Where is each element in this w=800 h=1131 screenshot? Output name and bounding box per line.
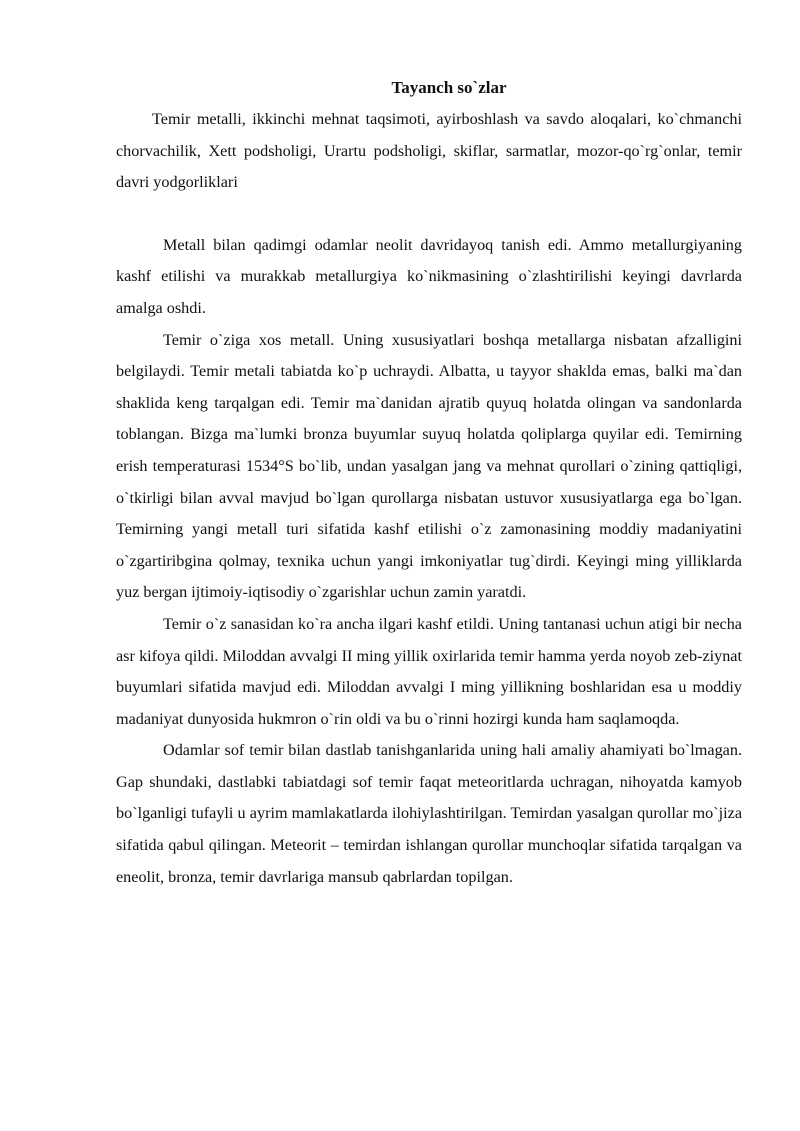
keywords-paragraph: Temir metalli, ikkinchi mehnat taqsimoti, ayirboshlash va savdo aloqalari, ko`chmanchi chorvachilik, Xett podsholigi, Urartu podsholigi, skiflar, sarmatlar, mozor-qo`rg`onlar, temir davri yodgorliklari bbox=[116, 110, 742, 192]
body-paragraph-4: Odamlar sof temir bilan dastlab tanishganlarida uning hali amaliy ahamiyati bo`lmagan. Gap shundaki, dastlabki tabiatdagi sof temir faqat meteoritlarda uchragan, nihoyatda kamyob bo`lganligi tufayli u ayrim mamlakatlarda ilohiylashtirilgan. Temirdan yasalgan qurollar mo`jiza sifatida qabul qilingan. Meteorit – temirdan ishlangan qurollar munchoqlar sifatida tarqalgan va eneolit, bronza, temir davrlariga mansub qabrlardan topilgan. bbox=[116, 741, 742, 886]
body-paragraph-2: Temir o`ziga xos metall. Uning xususiyatlari boshqa metallarga nisbatan afzalligini belgilaydi. Temir metali tabiatda ko`p uchraydi. Albatta, u tayyor shaklda emas, balki ma`dan shaklida keng tarqalgan edi. Temir ma`danidan ajratib quyuq holatda olingan va sandonlarda toblangan. Bizga ma`lumki bronza buyumlar suyuq holatda qoliplarga quyilar edi. Temirning erish temperaturasi 1534°S bo`lib, undan yasalgan jang va mehnat qurollari o`zining qattiqligi, o`tkirligi bilan avval mavjud bo`lgan qurollarga nisbatan ustuvor xususiyatlarga ega bo`lgan. Temirning yangi metall turi sifatida kashf etilishi o`z zamonasining moddiy madaniyatini o`zgartiribgina qolmay, texnika uchun yangi imkoniyatlar tug`dirdi. Keyingi ming yilliklarda yuz bergan ijtimoiy-iqtisodiy o`zgarishlar uchun zamin yaratdi. bbox=[116, 330, 742, 602]
body-paragraph-3: Temir o`z sanasidan ko`ra ancha ilgari kashf etildi. Uning tantanasi uchun atigi bir necha asr kifoya qildi. Miloddan avvalgi II ming yillik oxirlarida temir hamma yerda noyob zeb-ziynat buyumlari sifatida mavjud edi. Miloddan avvalgi I ming yillikning boshlaridan esa u moddiy madaniyat dunyosida hukmron o`rin oldi va bu o`rinni hozirgi kunda ham saqlamoqda. bbox=[116, 614, 742, 728]
body-paragraph-1: Metall bilan qadimgi odamlar neolit davridayoq tanish edi. Ammo metallurgiyaning kashf etilishi va murakkab metallurgiya ko`nikmasining o`zlashtirilishi keyingi davrlarda amalga oshdi. bbox=[116, 235, 742, 317]
paragraph-spacer bbox=[116, 199, 742, 230]
document-page bbox=[116, 74, 742, 893]
page-title: Tayanch so`zlar bbox=[391, 78, 507, 97]
